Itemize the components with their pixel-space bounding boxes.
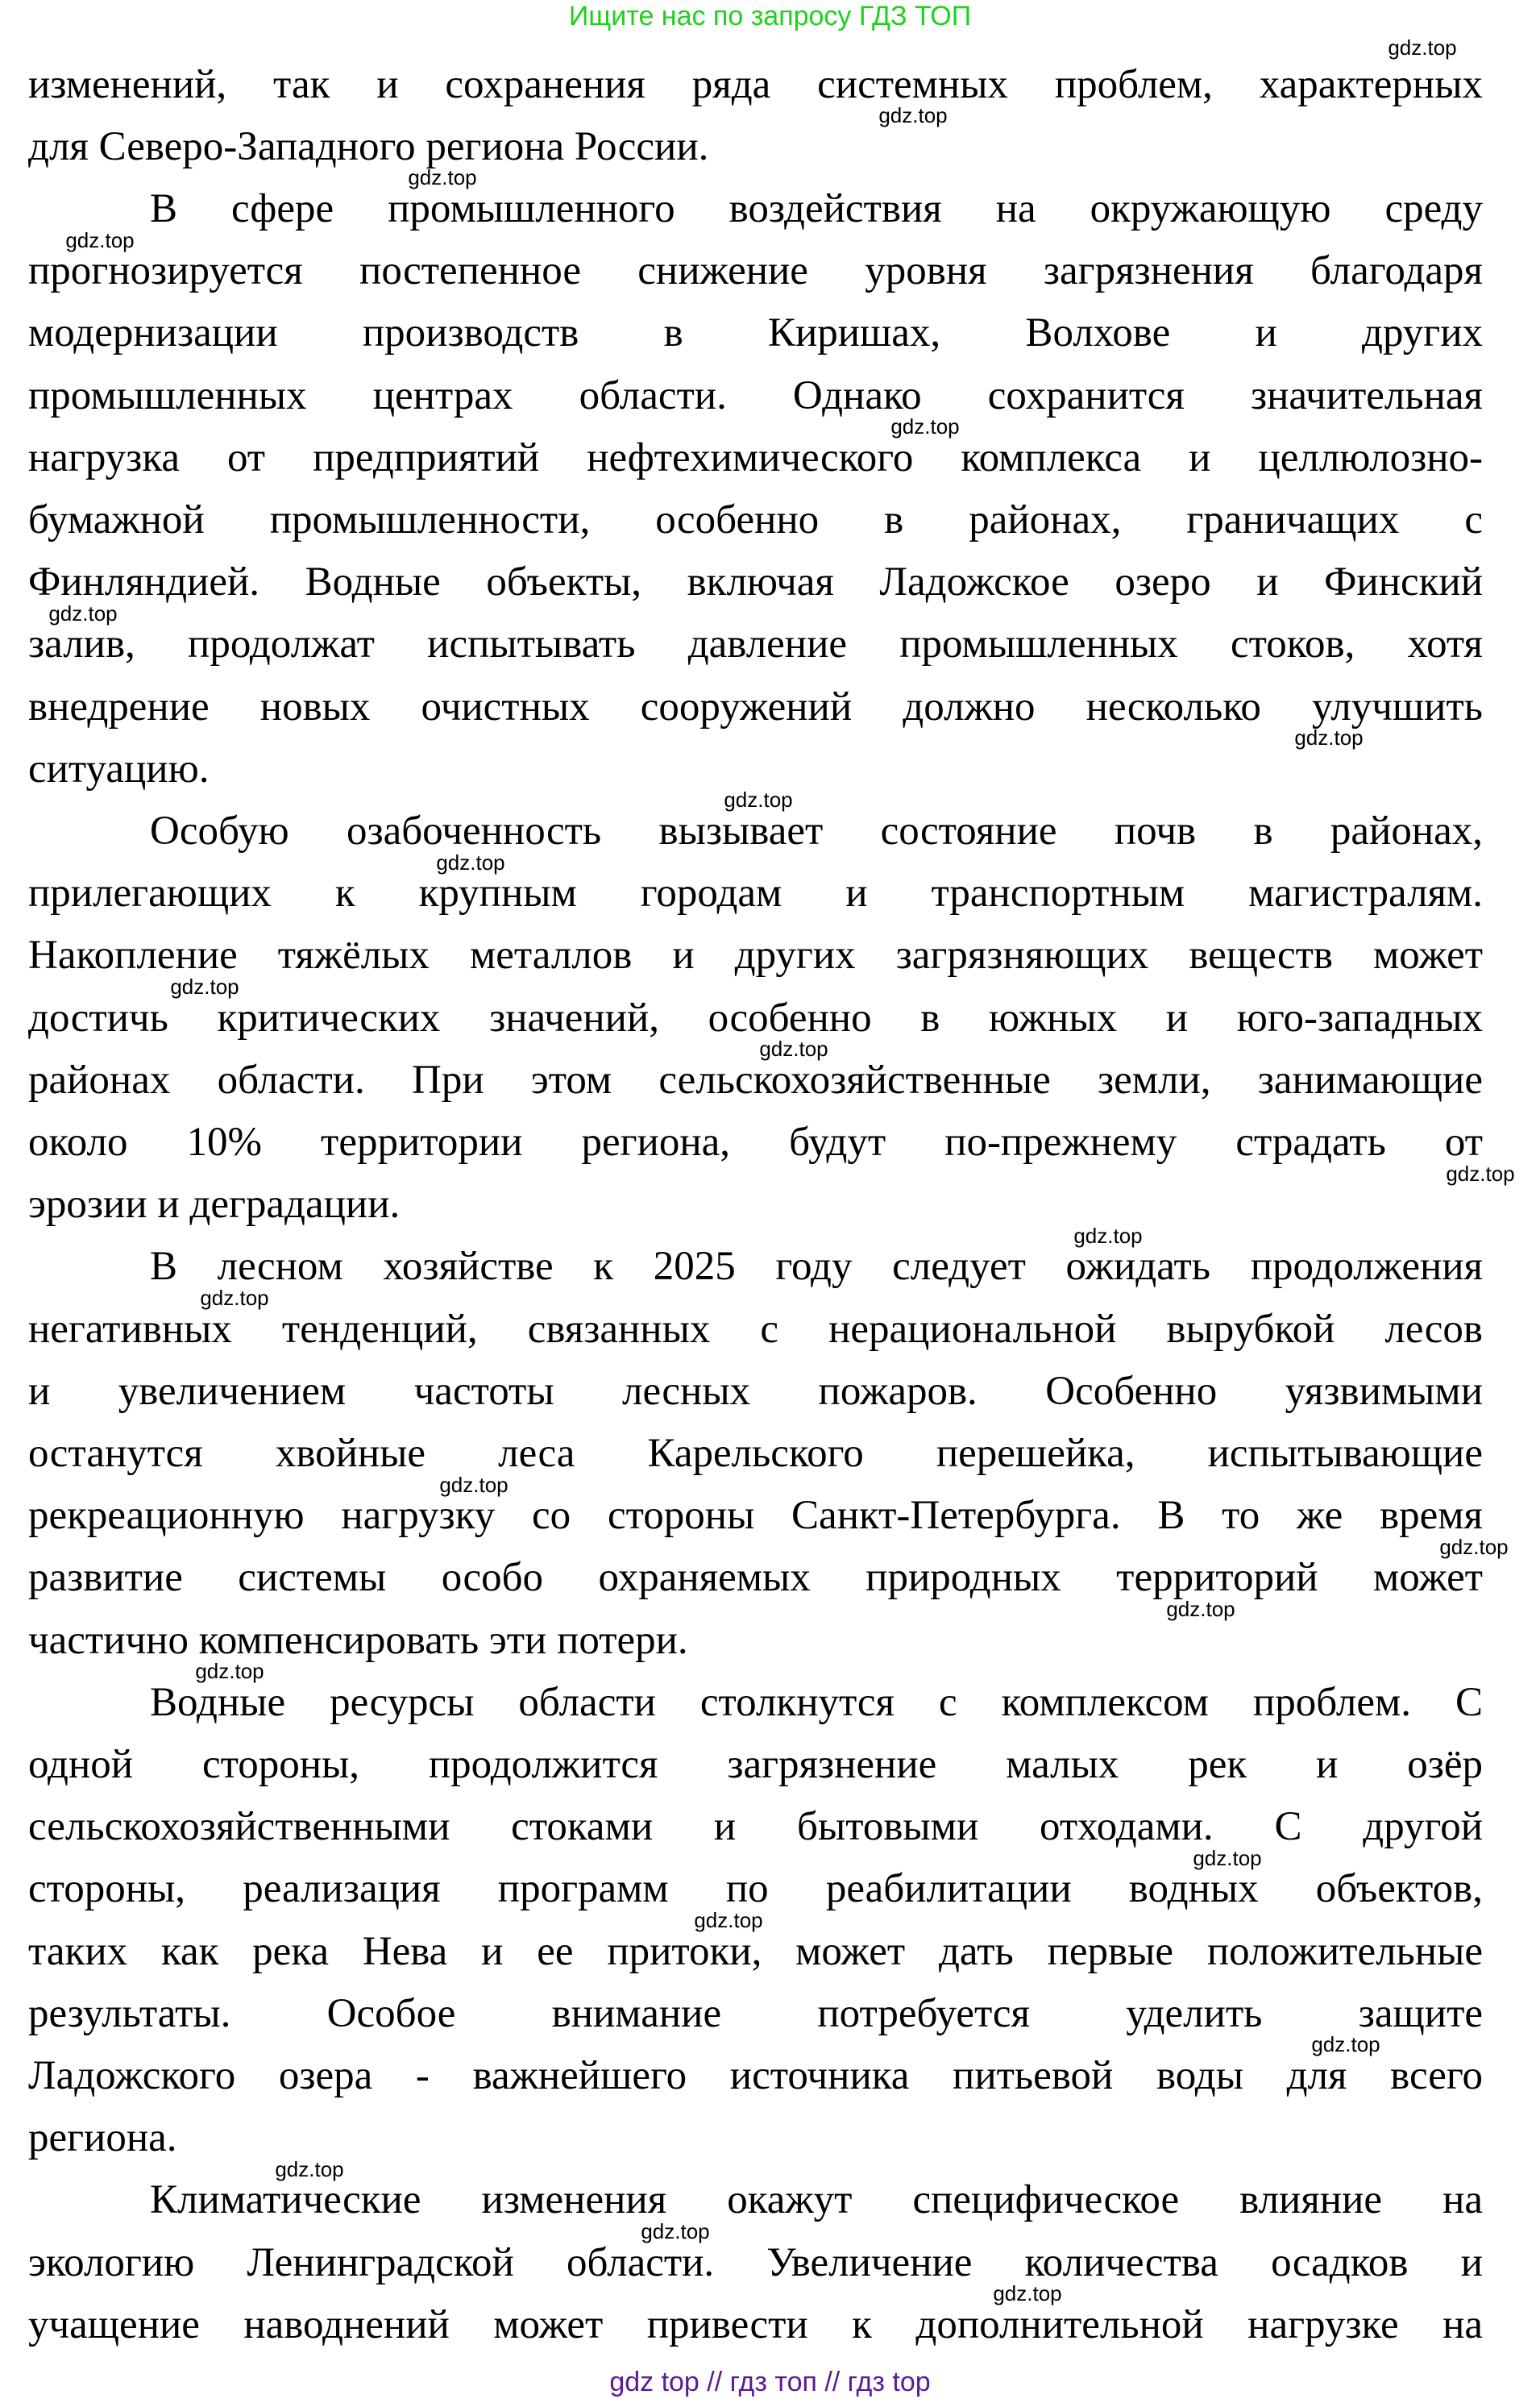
text-line: достичь критических значений, особенно в южных и юго-западных xyxy=(28,995,1483,1041)
text-line: районах области. При этом сельскохозяйственные земли, занимающие xyxy=(28,1057,1483,1103)
watermark-text: gdz.top xyxy=(1294,725,1364,750)
watermark-text: gdz.top xyxy=(48,601,118,626)
watermark-text: gdz.top xyxy=(993,2281,1062,2306)
text-line: таких как река Нева и ее притоки, может дать первые положительные xyxy=(28,1928,1483,1974)
text-line: В сфере промышленного воздействия на окружающую среду xyxy=(150,186,1483,231)
text-line: частично компенсировать эти потери. xyxy=(28,1617,688,1663)
watermark-text: gdz.top xyxy=(641,2219,710,2243)
text-line: В лесном хозяйстве к 2025 году следует ожидать продолжения xyxy=(150,1244,1483,1290)
watermark-text: gdz.top xyxy=(1388,35,1457,60)
text-line: развитие системы особо охраняемых природных территорий может xyxy=(28,1555,1483,1601)
text-line: прилегающих к крупным городам и транспортным магистралям. xyxy=(28,871,1483,917)
text-line: прогнозируется постепенное снижение уровня загрязнения благодаря xyxy=(28,248,1483,294)
text-line: для Северо-Западного региона России. xyxy=(28,123,709,169)
watermark-text: gdz.top xyxy=(890,414,960,439)
text-line: Накопление тяжёлых металлов и других загрязняющих веществ может xyxy=(28,933,1483,979)
text-line: бумажной промышленности, особенно в районах, граничащих с xyxy=(28,497,1483,543)
watermark-text: gdz.top xyxy=(694,1908,763,1932)
watermark-text: gdz.top xyxy=(1073,1223,1143,1248)
text-line: промышленных центрах области. Однако сохранится значительная xyxy=(28,372,1483,418)
text-line: Климатические изменения окажут специфическое влияние на xyxy=(150,2177,1483,2223)
text-line: результаты. Особое внимание потребуется уделить защите xyxy=(28,1990,1483,2036)
watermark-text: gdz.top xyxy=(1439,1534,1509,1559)
text-line: рекреационную нагрузку со стороны Санкт-Петербурга. В то же время xyxy=(28,1493,1483,1539)
watermark-text: gdz.top xyxy=(65,227,135,252)
text-line: сельскохозяйственными стоками и бытовыми отходами. С другой xyxy=(28,1804,1483,1850)
text-line: внедрение новых очистных сооружений должно несколько улучшить xyxy=(28,684,1483,730)
text-line: нагрузка от предприятий нефтехимического комплекса и целлюлозно- xyxy=(28,434,1483,480)
watermark-text: gdz.top xyxy=(436,850,505,875)
text-line: эрозии и деградации. xyxy=(28,1182,401,1228)
text-line: Особую озабоченность вызывает состояние почв в районах, xyxy=(150,809,1483,854)
text-line: Финляндией. Водные объекты, включая Ладожское озеро и Финский xyxy=(28,559,1483,605)
text-line: экологию Ленинградской области. Увеличение количества осадков и xyxy=(28,2239,1483,2285)
watermark-text: gdz.top xyxy=(200,1286,269,1310)
text-line: стороны, реализация программ по реабилитации водных объектов, xyxy=(28,1866,1483,1912)
text-line: модернизации производств в Киришах, Волхове и других xyxy=(28,310,1483,356)
text-line: негативных тенденций, связанных с нерациональной вырубкой лесов xyxy=(28,1306,1483,1352)
text-line: учащение наводнений может привести к дополнительной нагрузке на xyxy=(28,2301,1483,2347)
text-line: Водные ресурсы области столкнутся с комплексом проблем. С xyxy=(150,1679,1483,1725)
text-line: региона. xyxy=(28,2115,177,2161)
text-line: и увеличением частоты лесных пожаров. Особенно уязвимыми xyxy=(28,1368,1483,1414)
watermark-text: gdz.top xyxy=(1166,1597,1235,1621)
watermark-text: gdz.top xyxy=(724,788,793,813)
search-hint-banner: Ищите нас по запросу ГДЗ ТОП xyxy=(568,1,972,31)
footer-watermark: gdz top // гдз топ // гдз top xyxy=(609,2367,931,2397)
text-line: около 10% территории региона, будут по-прежнему страдать от xyxy=(28,1120,1483,1165)
text-line: одной стороны, продолжится загрязнение малых рек и озёр xyxy=(28,1742,1483,1787)
text-line: останутся хвойные леса Карельского перешейка, испытывающие xyxy=(28,1431,1483,1476)
watermark-text: gdz.top xyxy=(408,165,477,190)
text-line: залив, продолжат испытывать давление промышленных стоков, хотя xyxy=(28,622,1483,667)
watermark-text: gdz.top xyxy=(439,1472,508,1497)
watermark-text: gdz.top xyxy=(275,2156,344,2181)
watermark-text: gdz.top xyxy=(170,975,239,999)
text-line: изменений, так и сохранения ряда системных проблем, характерных xyxy=(28,61,1483,107)
watermark-text: gdz.top xyxy=(1311,2032,1380,2057)
watermark-text: gdz.top xyxy=(195,1659,264,1684)
watermark-text: gdz.top xyxy=(1193,1845,1262,1870)
text-line: ситуацию. xyxy=(28,746,210,792)
watermark-text: gdz.top xyxy=(759,1037,828,1062)
text-line: Ладожского озера - важнейшего источника питьевой воды для всего xyxy=(28,2053,1483,2098)
watermark-text: gdz.top xyxy=(878,103,948,128)
watermark-text: gdz.top xyxy=(1446,1161,1515,1186)
